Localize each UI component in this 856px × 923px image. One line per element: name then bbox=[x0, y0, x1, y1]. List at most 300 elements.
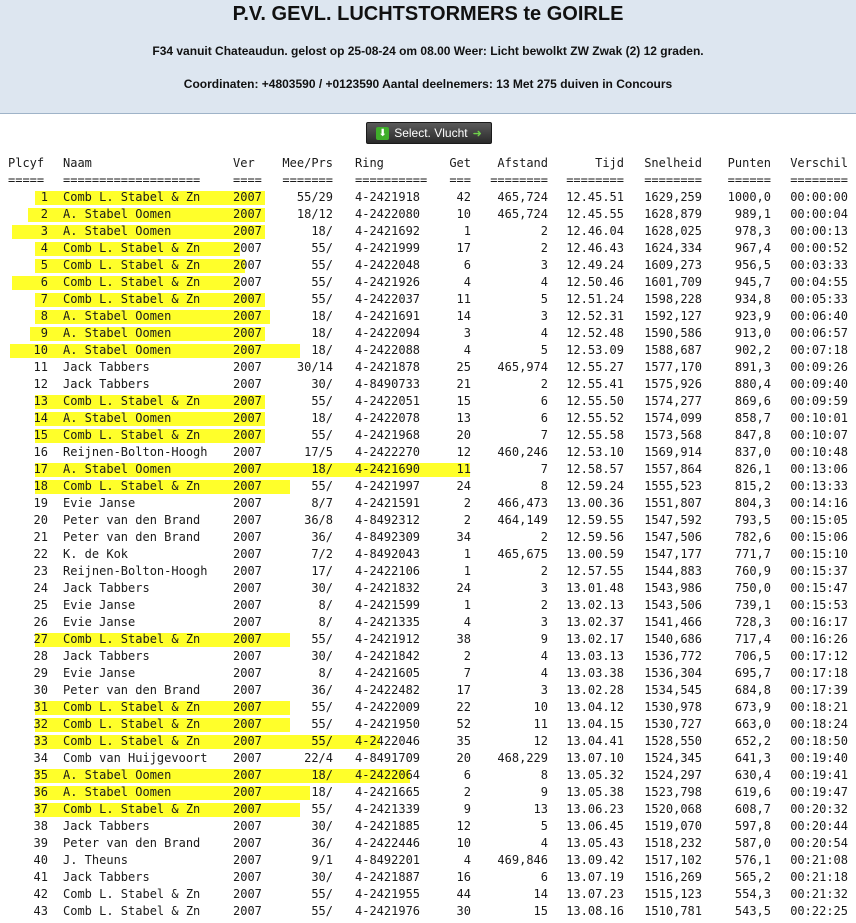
cell-tijd: 13.02.17 bbox=[566, 632, 624, 646]
cell-afstand: 3 bbox=[540, 581, 548, 595]
cell-get: 4 bbox=[463, 275, 471, 289]
cell-tijd: 13.04.41 bbox=[566, 734, 624, 748]
cell-afstand: 4 bbox=[540, 326, 548, 340]
cell-plcyf: 27 bbox=[33, 632, 48, 646]
cell-naam: Comb L. Stabel & Zn bbox=[63, 258, 201, 272]
cell-get: 4 bbox=[463, 343, 471, 357]
table-row bbox=[0, 818, 856, 835]
cell-tijd: 12.46.04 bbox=[566, 224, 624, 238]
cell-get: 10 bbox=[456, 836, 471, 850]
results-table bbox=[0, 155, 856, 920]
cell-ring: 4-2421842 bbox=[355, 649, 421, 663]
cell-get: 15 bbox=[456, 394, 471, 408]
cell-mee-prs: 8/ bbox=[318, 666, 333, 680]
cell-ver: 2007 bbox=[233, 241, 262, 255]
cell-ring: 4-2421918 bbox=[355, 190, 421, 204]
cell-verschil: 00:10:48 bbox=[790, 445, 848, 459]
cell-plcyf: 1 bbox=[40, 190, 48, 204]
cell-naam: Comb L. Stabel & Zn bbox=[63, 734, 201, 748]
table-row bbox=[0, 886, 856, 903]
table-row bbox=[0, 852, 856, 869]
cell-ring: 4-8492043 bbox=[355, 547, 421, 561]
cell-verschil: 00:03:33 bbox=[790, 258, 848, 272]
cell-naam: Jack Tabbers bbox=[63, 377, 150, 391]
cell-get: 17 bbox=[456, 683, 471, 697]
cell-plcyf: 28 bbox=[33, 649, 48, 663]
cell-mee-prs: 55/ bbox=[311, 717, 333, 731]
table-row bbox=[0, 546, 856, 563]
cell-tijd: 13.01.48 bbox=[566, 581, 624, 595]
cell-afstand: 2 bbox=[540, 564, 548, 578]
cell-verschil: 00:09:40 bbox=[790, 377, 848, 391]
cell-naam: Jack Tabbers bbox=[63, 581, 150, 595]
cell-plcyf: 12 bbox=[33, 377, 48, 391]
cell-ring: 4-2422482 bbox=[355, 683, 421, 697]
cell-afstand: 465,724 bbox=[497, 207, 548, 221]
cell-afstand: 464,149 bbox=[497, 513, 548, 527]
cell-ver: 2007 bbox=[233, 530, 262, 544]
cell-mee-prs: 55/ bbox=[311, 479, 333, 493]
table-row bbox=[0, 206, 856, 223]
cell-snelheid: 1547,177 bbox=[644, 547, 702, 561]
cell-verschil: 00:10:07 bbox=[790, 428, 848, 442]
cell-snelheid: 1557,864 bbox=[644, 462, 702, 476]
cell-get: 1 bbox=[463, 547, 471, 561]
cell-snelheid: 1543,986 bbox=[644, 581, 702, 595]
cell-punten: 543,5 bbox=[734, 904, 771, 918]
cell-plcyf: 13 bbox=[33, 394, 48, 408]
cell-naam: Comb L. Stabel & Zn bbox=[63, 700, 201, 714]
cell-ver: 2007 bbox=[233, 734, 262, 748]
cell-get: 2 bbox=[463, 513, 471, 527]
cell-ver: 2007 bbox=[233, 360, 262, 374]
table-row bbox=[0, 801, 856, 818]
cell-snelheid: 1517,102 bbox=[644, 853, 702, 867]
cell-naam: Comb L. Stabel & Zn bbox=[63, 632, 201, 646]
cell-mee-prs: Mee/Prs bbox=[282, 156, 333, 170]
cell-ver: 2007 bbox=[233, 904, 262, 918]
cell-verschil: 00:20:44 bbox=[790, 819, 848, 833]
table-row bbox=[0, 648, 856, 665]
cell-tijd: 13.03.38 bbox=[566, 666, 624, 680]
cell-snelheid: 1629,259 bbox=[644, 190, 702, 204]
cell-get: 14 bbox=[456, 309, 471, 323]
table-row bbox=[0, 835, 856, 852]
select-flight-button[interactable] bbox=[366, 122, 492, 144]
cell-tijd: 13.08.16 bbox=[566, 904, 624, 918]
cell-verschil: 00:18:21 bbox=[790, 700, 848, 714]
table-row bbox=[0, 257, 856, 274]
cell-get: 22 bbox=[456, 700, 471, 714]
cell-afstand: 2 bbox=[540, 530, 548, 544]
cell-mee-prs: 55/ bbox=[311, 292, 333, 306]
cell-plcyf: 34 bbox=[33, 751, 48, 765]
cell-ver: 2007 bbox=[233, 428, 262, 442]
cell-plcyf: 10 bbox=[33, 343, 48, 357]
cell-ver: 2007 bbox=[233, 207, 262, 221]
cell-plcyf: 15 bbox=[33, 428, 48, 442]
cell-get: 34 bbox=[456, 530, 471, 544]
cell-ring: 4-2421968 bbox=[355, 428, 421, 442]
table-row bbox=[0, 903, 856, 920]
cell-punten: 663,0 bbox=[734, 717, 771, 731]
cell-punten: 858,7 bbox=[734, 411, 771, 425]
cell-afstand: 4 bbox=[540, 836, 548, 850]
cell-afstand: 4 bbox=[540, 649, 548, 663]
cell-tijd: 12.52.48 bbox=[566, 326, 624, 340]
cell-ver: 2007 bbox=[233, 292, 262, 306]
table-row bbox=[0, 325, 856, 342]
cell-snelheid: ======== bbox=[644, 173, 702, 187]
cell-snelheid: 1601,709 bbox=[644, 275, 702, 289]
cell-afstand: 2 bbox=[540, 224, 548, 238]
cell-ring: Ring bbox=[355, 156, 384, 170]
cell-verschil: 00:06:40 bbox=[790, 309, 848, 323]
cell-tijd: 12.53.10 bbox=[566, 445, 624, 459]
cell-get: 24 bbox=[456, 479, 471, 493]
cell-tijd: ======== bbox=[566, 173, 624, 187]
cell-snelheid: 1510,781 bbox=[644, 904, 702, 918]
cell-snelheid: 1569,914 bbox=[644, 445, 702, 459]
cell-afstand: 468,229 bbox=[497, 751, 548, 765]
cell-mee-prs: 18/ bbox=[311, 326, 333, 340]
cell-tijd: 13.05.32 bbox=[566, 768, 624, 782]
cell-ring: 4-2422048 bbox=[355, 258, 421, 272]
cell-punten: 804,3 bbox=[734, 496, 771, 510]
cell-tijd: Tijd bbox=[595, 156, 624, 170]
cell-get: 2 bbox=[463, 649, 471, 663]
cell-mee-prs: 18/ bbox=[311, 768, 333, 782]
download-icon: ⬇ bbox=[376, 127, 389, 140]
cell-punten: 587,0 bbox=[734, 836, 771, 850]
cell-mee-prs: 17/5 bbox=[304, 445, 333, 459]
cell-plcyf: 3 bbox=[40, 224, 48, 238]
cell-naam: Reijnen-Bolton-Hoogh bbox=[63, 445, 208, 459]
cell-verschil: 00:18:24 bbox=[790, 717, 848, 731]
cell-plcyf: 24 bbox=[33, 581, 48, 595]
cell-mee-prs: 55/ bbox=[311, 258, 333, 272]
table-row bbox=[0, 580, 856, 597]
cell-mee-prs: 55/ bbox=[311, 394, 333, 408]
cell-tijd: 12.50.46 bbox=[566, 275, 624, 289]
cell-mee-prs: 36/8 bbox=[304, 513, 333, 527]
cell-snelheid: 1520,068 bbox=[644, 802, 702, 816]
cell-naam: Jack Tabbers bbox=[63, 870, 150, 884]
cell-plcyf: 16 bbox=[33, 445, 48, 459]
cell-ring: 4-2422078 bbox=[355, 411, 421, 425]
cell-tijd: 13.02.37 bbox=[566, 615, 624, 629]
cell-ring: 4-2421335 bbox=[355, 615, 421, 629]
cell-ring: 4-2421691 bbox=[355, 309, 421, 323]
cell-naam: Comb L. Stabel & Zn bbox=[63, 241, 201, 255]
cell-naam: A. Stabel Oomen bbox=[63, 309, 172, 323]
cell-ver: 2007 bbox=[233, 275, 262, 289]
cell-plcyf: 8 bbox=[40, 309, 48, 323]
cell-snelheid: 1534,545 bbox=[644, 683, 702, 697]
cell-tijd: 13.09.42 bbox=[566, 853, 624, 867]
cell-snelheid: 1524,345 bbox=[644, 751, 702, 765]
cell-verschil: 00:09:59 bbox=[790, 394, 848, 408]
cell-afstand: 6 bbox=[540, 870, 548, 884]
table-row bbox=[0, 240, 856, 257]
cell-snelheid: 1530,978 bbox=[644, 700, 702, 714]
cell-tijd: 13.07.23 bbox=[566, 887, 624, 901]
table-row bbox=[0, 699, 856, 716]
cell-plcyf: 30 bbox=[33, 683, 48, 697]
cell-tijd: 12.58.57 bbox=[566, 462, 624, 476]
cell-verschil: 00:19:40 bbox=[790, 751, 848, 765]
cell-plcyf: 22 bbox=[33, 547, 48, 561]
cell-mee-prs: 8/ bbox=[318, 615, 333, 629]
cell-get: 9 bbox=[463, 802, 471, 816]
cell-punten: 793,5 bbox=[734, 513, 771, 527]
cell-afstand: 14 bbox=[533, 887, 548, 901]
cell-naam: A. Stabel Oomen bbox=[63, 785, 172, 799]
cell-ver: 2007 bbox=[233, 717, 262, 731]
cell-get: 16 bbox=[456, 870, 471, 884]
cell-mee-prs: 18/ bbox=[311, 343, 333, 357]
cell-mee-prs: 30/14 bbox=[296, 360, 333, 374]
cell-mee-prs: ======= bbox=[282, 173, 333, 187]
cell-punten: 826,1 bbox=[734, 462, 771, 476]
cell-verschil: 00:00:00 bbox=[790, 190, 848, 204]
cell-verschil: 00:21:08 bbox=[790, 853, 848, 867]
cell-ver: 2007 bbox=[233, 632, 262, 646]
cell-get: 11 bbox=[456, 462, 471, 476]
cell-punten: 815,2 bbox=[734, 479, 771, 493]
cell-ver: 2007 bbox=[233, 683, 262, 697]
cell-snelheid: 1528,550 bbox=[644, 734, 702, 748]
cell-afstand: ======== bbox=[490, 173, 548, 187]
cell-get: 38 bbox=[456, 632, 471, 646]
cell-naam: A. Stabel Oomen bbox=[63, 411, 172, 425]
cell-tijd: 12.55.52 bbox=[566, 411, 624, 425]
cell-plcyf: 6 bbox=[40, 275, 48, 289]
cell-get: 4 bbox=[463, 853, 471, 867]
cell-naam: A. Stabel Oomen bbox=[63, 224, 172, 238]
cell-plcyf: 17 bbox=[33, 462, 48, 476]
cell-ver: 2007 bbox=[233, 496, 262, 510]
cell-ring: 4-2422446 bbox=[355, 836, 421, 850]
cell-snelheid: 1574,099 bbox=[644, 411, 702, 425]
cell-naam: Comb L. Stabel & Zn bbox=[63, 394, 201, 408]
cell-ring: 4-2422270 bbox=[355, 445, 421, 459]
table-header-row bbox=[0, 155, 856, 172]
cell-plcyf: 11 bbox=[33, 360, 48, 374]
cell-punten: 1000,0 bbox=[727, 190, 771, 204]
cell-get: 6 bbox=[463, 768, 471, 782]
cell-ver: 2007 bbox=[233, 462, 262, 476]
cell-ring: 4-8491709 bbox=[355, 751, 421, 765]
cell-mee-prs: 36/ bbox=[311, 530, 333, 544]
cell-punten: 891,3 bbox=[734, 360, 771, 374]
cell-verschil: 00:21:18 bbox=[790, 870, 848, 884]
cell-tijd: 12.57.55 bbox=[566, 564, 624, 578]
table-row bbox=[0, 376, 856, 393]
cell-ver: 2007 bbox=[233, 666, 262, 680]
cell-plcyf: 5 bbox=[40, 258, 48, 272]
table-row bbox=[0, 682, 856, 699]
cell-ver: 2007 bbox=[233, 411, 262, 425]
cell-punten: 869,6 bbox=[734, 394, 771, 408]
cell-snelheid: 1588,687 bbox=[644, 343, 702, 357]
table-row bbox=[0, 393, 856, 410]
cell-mee-prs: 55/ bbox=[311, 700, 333, 714]
cell-snelheid: 1628,879 bbox=[644, 207, 702, 221]
table-row bbox=[0, 512, 856, 529]
cell-afstand: 465,974 bbox=[497, 360, 548, 374]
cell-snelheid: 1555,523 bbox=[644, 479, 702, 493]
cell-naam: Peter van den Brand bbox=[63, 530, 201, 544]
cell-naam: Comb L. Stabel & Zn bbox=[63, 887, 201, 901]
cell-tijd: 12.59.55 bbox=[566, 513, 624, 527]
cell-verschil: 00:00:13 bbox=[790, 224, 848, 238]
cell-verschil: 00:07:18 bbox=[790, 343, 848, 357]
cell-verschil: 00:10:01 bbox=[790, 411, 848, 425]
cell-punten: 847,8 bbox=[734, 428, 771, 442]
cell-ring: 4-2421832 bbox=[355, 581, 421, 595]
cell-get: 20 bbox=[456, 428, 471, 442]
table-row bbox=[0, 189, 856, 206]
cell-afstand: 460,246 bbox=[497, 445, 548, 459]
cell-plcyf: 40 bbox=[33, 853, 48, 867]
cell-plcyf: 25 bbox=[33, 598, 48, 612]
cell-plcyf: 2 bbox=[40, 207, 48, 221]
cell-get: 21 bbox=[456, 377, 471, 391]
cell-plcyf: 33 bbox=[33, 734, 48, 748]
cell-get: === bbox=[449, 173, 471, 187]
cell-tijd: 13.05.38 bbox=[566, 785, 624, 799]
cell-verschil: 00:06:57 bbox=[790, 326, 848, 340]
cell-plcyf: 32 bbox=[33, 717, 48, 731]
cell-afstand: 466,473 bbox=[497, 496, 548, 510]
cell-snelheid: 1523,798 bbox=[644, 785, 702, 799]
cell-punten: 880,4 bbox=[734, 377, 771, 391]
table-row bbox=[0, 614, 856, 631]
cell-mee-prs: 8/7 bbox=[311, 496, 333, 510]
cell-tijd: 13.07.19 bbox=[566, 870, 624, 884]
cell-get: 13 bbox=[456, 411, 471, 425]
cell-verschil: 00:13:33 bbox=[790, 479, 848, 493]
cell-naam: Comb L. Stabel & Zn bbox=[63, 479, 201, 493]
table-row bbox=[0, 444, 856, 461]
cell-punten: Punten bbox=[727, 156, 771, 170]
cell-punten: ====== bbox=[727, 173, 771, 187]
cell-snelheid: 1518,232 bbox=[644, 836, 702, 850]
cell-punten: 902,2 bbox=[734, 343, 771, 357]
cell-mee-prs: 22/4 bbox=[304, 751, 333, 765]
cell-snelheid: 1519,070 bbox=[644, 819, 702, 833]
cell-tijd: 13.02.28 bbox=[566, 683, 624, 697]
cell-get: 4 bbox=[463, 615, 471, 629]
cell-afstand: 6 bbox=[540, 411, 548, 425]
cell-plcyf: 29 bbox=[33, 666, 48, 680]
cell-mee-prs: 36/ bbox=[311, 836, 333, 850]
table-row bbox=[0, 478, 856, 495]
cell-punten: 565,2 bbox=[734, 870, 771, 884]
cell-ring: 4-2422088 bbox=[355, 343, 421, 357]
cell-tijd: 12.46.43 bbox=[566, 241, 624, 255]
cell-snelheid: 1590,586 bbox=[644, 326, 702, 340]
cell-get: 12 bbox=[456, 445, 471, 459]
table-row bbox=[0, 631, 856, 648]
cell-ver: 2007 bbox=[233, 309, 262, 323]
cell-plcyf: 26 bbox=[33, 615, 48, 629]
cell-get: 42 bbox=[456, 190, 471, 204]
cell-ver: 2007 bbox=[233, 343, 262, 357]
cell-mee-prs: 55/29 bbox=[296, 190, 333, 204]
cell-snelheid: 1592,127 bbox=[644, 309, 702, 323]
cell-snelheid: 1577,170 bbox=[644, 360, 702, 374]
cell-verschil: 00:18:50 bbox=[790, 734, 848, 748]
cell-naam: Comb L. Stabel & Zn bbox=[63, 292, 201, 306]
cell-ring: 4-8492309 bbox=[355, 530, 421, 544]
page-title: P.V. GEVL. LUCHTSTORMERS te GOIRLE bbox=[232, 3, 624, 25]
cell-snelheid: 1609,273 bbox=[644, 258, 702, 272]
cell-afstand: 8 bbox=[540, 768, 548, 782]
cell-verschil: 00:00:04 bbox=[790, 207, 848, 221]
cell-afstand: Afstand bbox=[497, 156, 548, 170]
cell-tijd: 13.02.13 bbox=[566, 598, 624, 612]
cell-punten: 576,1 bbox=[734, 853, 771, 867]
cell-ring: 4-8490733 bbox=[355, 377, 421, 391]
cell-ring: 4-2421605 bbox=[355, 666, 421, 680]
cell-ver: 2007 bbox=[233, 394, 262, 408]
cell-ver: 2007 bbox=[233, 479, 262, 493]
cell-afstand: 3 bbox=[540, 683, 548, 697]
cell-naam: A. Stabel Oomen bbox=[63, 207, 172, 221]
arrow-right-icon: ➜ bbox=[472, 127, 482, 140]
cell-tijd: 13.00.36 bbox=[566, 496, 624, 510]
cell-mee-prs: 18/ bbox=[311, 462, 333, 476]
page-header bbox=[0, 0, 856, 114]
cell-snelheid: 1544,883 bbox=[644, 564, 702, 578]
table-row bbox=[0, 461, 856, 478]
cell-naam: Comb L. Stabel & Zn bbox=[63, 428, 201, 442]
table-row bbox=[0, 427, 856, 444]
table-row bbox=[0, 784, 856, 801]
cell-punten: 837,0 bbox=[734, 445, 771, 459]
cell-mee-prs: 55/ bbox=[311, 275, 333, 289]
cell-afstand: 2 bbox=[540, 377, 548, 391]
cell-snelheid: 1628,025 bbox=[644, 224, 702, 238]
cell-snelheid: 1515,123 bbox=[644, 887, 702, 901]
cell-punten: 913,0 bbox=[734, 326, 771, 340]
cell-punten: 630,4 bbox=[734, 768, 771, 782]
cell-verschil: 00:04:55 bbox=[790, 275, 848, 289]
cell-afstand: 5 bbox=[540, 292, 548, 306]
cell-mee-prs: 18/ bbox=[311, 309, 333, 323]
cell-afstand: 2 bbox=[540, 598, 548, 612]
cell-mee-prs: 17/ bbox=[311, 564, 333, 578]
table-separator-row bbox=[0, 172, 856, 189]
cell-afstand: 9 bbox=[540, 785, 548, 799]
cell-get: 20 bbox=[456, 751, 471, 765]
cell-ring: 4-2421997 bbox=[355, 479, 421, 493]
cell-plcyf: 35 bbox=[33, 768, 48, 782]
cell-tijd: 12.52.31 bbox=[566, 309, 624, 323]
cell-snelheid: 1536,772 bbox=[644, 649, 702, 663]
cell-naam: Reijnen-Bolton-Hoogh bbox=[63, 564, 208, 578]
cell-afstand: 465,724 bbox=[497, 190, 548, 204]
cell-tijd: 12.45.55 bbox=[566, 207, 624, 221]
cell-plcyf: Plcyf bbox=[8, 156, 45, 170]
cell-get: 10 bbox=[456, 207, 471, 221]
cell-snelheid: 1524,297 bbox=[644, 768, 702, 782]
cell-ver: 2007 bbox=[233, 853, 262, 867]
cell-snelheid: 1547,592 bbox=[644, 513, 702, 527]
cell-plcyf: 37 bbox=[33, 802, 48, 816]
